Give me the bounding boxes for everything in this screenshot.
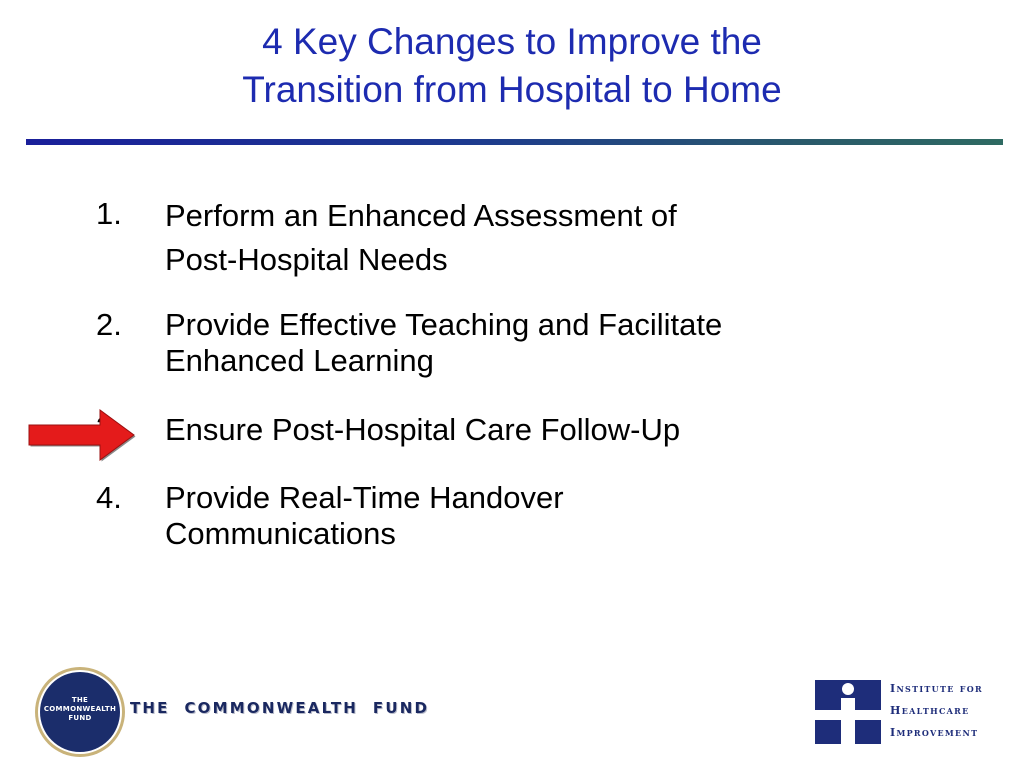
ihi-logo-text xyxy=(890,678,983,744)
ihi-text-line: Improvement xyxy=(890,726,979,739)
slide-title xyxy=(0,18,1024,114)
list-item-text xyxy=(165,480,885,552)
list-item-line: Communications xyxy=(165,516,396,551)
commonwealth-fund-logo-text: THE COMMONWEALTH FUND xyxy=(130,699,430,717)
seal-text-line: THE xyxy=(71,696,89,704)
title-line-2: Transition from Hospital to Home xyxy=(242,69,782,110)
list-item-line: Ensure Post-Hospital Care Follow-Up xyxy=(165,412,681,447)
list-item-number: 1. xyxy=(96,196,122,231)
title-divider xyxy=(26,139,1003,145)
seal-text-line: COMMONWEALTH xyxy=(43,705,117,713)
list-item-number: 2. xyxy=(96,307,122,342)
list-item-text xyxy=(165,196,885,284)
ihi-logo-icon xyxy=(815,680,881,744)
ihi-text-line: Institute for xyxy=(890,682,983,695)
seal-text-line: FUND xyxy=(68,714,92,722)
list-item-text xyxy=(165,307,885,379)
list-item-text xyxy=(165,410,885,450)
list-item-line: Provide Real-Time Handover xyxy=(165,480,564,515)
list-item-line: Provide Effective Teaching and Facilitate xyxy=(165,307,723,342)
red-arrow-icon xyxy=(26,407,138,463)
list-item-line: Post-Hospital Needs xyxy=(165,242,448,277)
list-item-line: Perform an Enhanced Assessment of xyxy=(165,198,677,233)
list-item-number: 4. xyxy=(96,480,122,515)
title-line-1: 4 Key Changes to Improve the xyxy=(262,21,762,62)
list-item-line: Enhanced Learning xyxy=(165,343,434,378)
ihi-text-line: Healthcare xyxy=(890,704,970,717)
seal-text xyxy=(34,696,126,723)
